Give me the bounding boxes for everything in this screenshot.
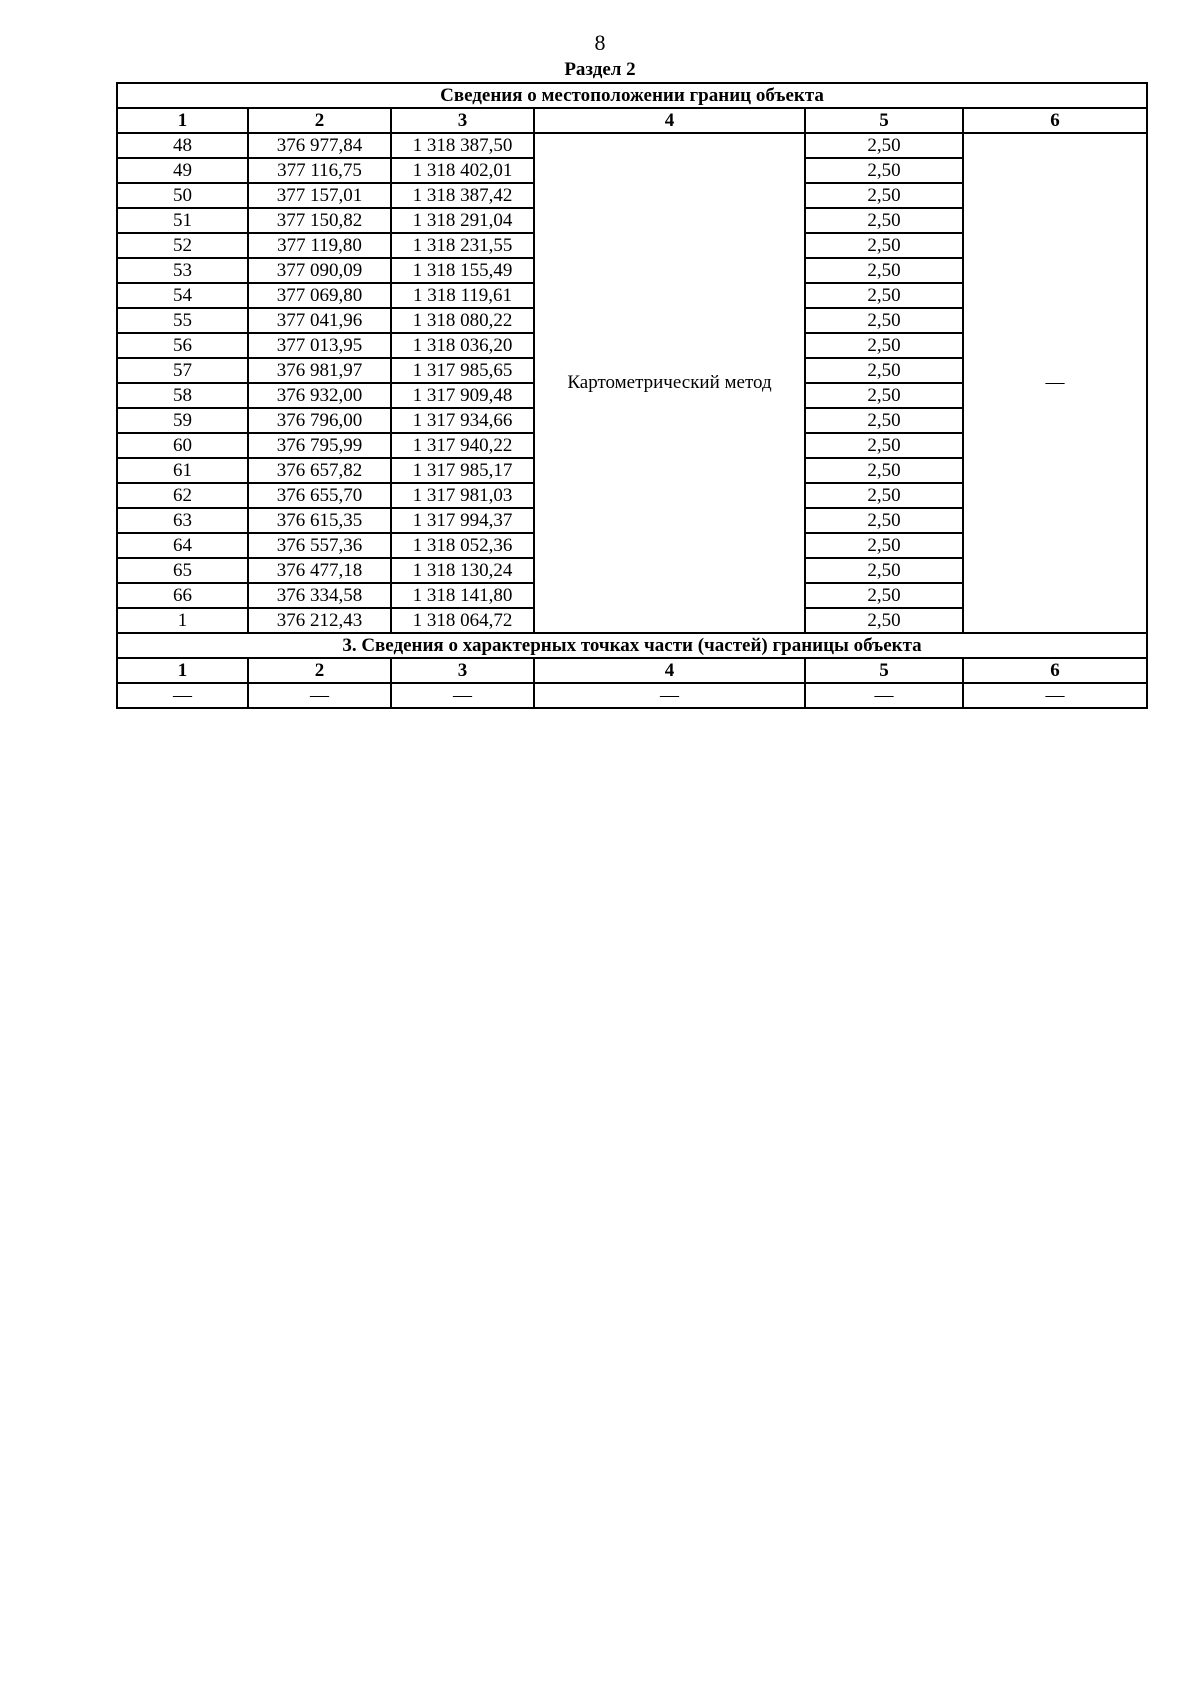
x-coordinate-cell: 377 090,09	[248, 258, 391, 283]
accuracy-cell: 2,50	[805, 233, 963, 258]
table1-header-cell: 3	[391, 108, 534, 133]
point-number-cell: 49	[117, 158, 248, 183]
empty-value-cell: —	[117, 683, 248, 708]
y-coordinate-cell: 1 318 387,42	[391, 183, 534, 208]
y-coordinate-cell: 1 317 934,66	[391, 408, 534, 433]
table-row	[117, 683, 1147, 708]
accuracy-cell: 2,50	[805, 283, 963, 308]
x-coordinate-cell: 376 477,18	[248, 558, 391, 583]
accuracy-cell: 2,50	[805, 308, 963, 333]
x-coordinate-cell: 376 655,70	[248, 483, 391, 508]
x-coordinate-cell: 376 981,97	[248, 358, 391, 383]
y-coordinate-cell: 1 318 402,01	[391, 158, 534, 183]
x-coordinate-cell: 377 119,80	[248, 233, 391, 258]
table1-header-cell: 2	[248, 108, 391, 133]
point-number-cell: 61	[117, 458, 248, 483]
table2-header-cell: 4	[534, 658, 805, 683]
point-number-cell: 63	[117, 508, 248, 533]
table1-header-cell: 6	[963, 108, 1147, 133]
y-coordinate-cell: 1 317 909,48	[391, 383, 534, 408]
x-coordinate-cell: 377 013,95	[248, 333, 391, 358]
point-number-cell: 50	[117, 183, 248, 208]
y-coordinate-cell: 1 318 231,55	[391, 233, 534, 258]
point-number-cell: 60	[117, 433, 248, 458]
x-coordinate-cell: 377 150,82	[248, 208, 391, 233]
empty-value-cell: —	[534, 683, 805, 708]
y-coordinate-cell: 1 317 981,03	[391, 483, 534, 508]
accuracy-cell: 2,50	[805, 483, 963, 508]
column6-cell: —	[963, 133, 1147, 633]
x-coordinate-cell: 376 796,00	[248, 408, 391, 433]
y-coordinate-cell: 1 318 141,80	[391, 583, 534, 608]
table1-header-cell: 1	[117, 108, 248, 133]
point-number-cell: 54	[117, 283, 248, 308]
empty-value-cell: —	[248, 683, 391, 708]
point-number-cell: 66	[117, 583, 248, 608]
x-coordinate-cell: 376 615,35	[248, 508, 391, 533]
x-coordinate-cell: 377 041,96	[248, 308, 391, 333]
x-coordinate-cell: 377 069,80	[248, 283, 391, 308]
y-coordinate-cell: 1 317 940,22	[391, 433, 534, 458]
y-coordinate-cell: 1 318 291,04	[391, 208, 534, 233]
accuracy-cell: 2,50	[805, 558, 963, 583]
point-number-cell: 59	[117, 408, 248, 433]
point-number-cell: 64	[117, 533, 248, 558]
point-number-cell: 48	[117, 133, 248, 158]
accuracy-cell: 2,50	[805, 358, 963, 383]
y-coordinate-cell: 1 318 036,20	[391, 333, 534, 358]
point-number-cell: 52	[117, 233, 248, 258]
y-coordinate-cell: 1 318 080,22	[391, 308, 534, 333]
y-coordinate-cell: 1 318 387,50	[391, 133, 534, 158]
accuracy-cell: 2,50	[805, 183, 963, 208]
empty-value-cell: —	[391, 683, 534, 708]
table2-header-cell: 6	[963, 658, 1147, 683]
section-title: Раздел 2	[564, 59, 636, 80]
point-number-cell: 57	[117, 358, 248, 383]
x-coordinate-cell: 376 657,82	[248, 458, 391, 483]
accuracy-cell: 2,50	[805, 458, 963, 483]
accuracy-cell: 2,50	[805, 133, 963, 158]
y-coordinate-cell: 1 318 119,61	[391, 283, 534, 308]
table-row	[117, 133, 1147, 158]
y-coordinate-cell: 1 317 985,17	[391, 458, 534, 483]
table2-header-cell: 5	[805, 658, 963, 683]
accuracy-cell: 2,50	[805, 408, 963, 433]
point-number-cell: 65	[117, 558, 248, 583]
table2-header-cell: 3	[391, 658, 534, 683]
accuracy-cell: 2,50	[805, 333, 963, 358]
accuracy-cell: 2,50	[805, 208, 963, 233]
x-coordinate-cell: 376 977,84	[248, 133, 391, 158]
point-number-cell: 53	[117, 258, 248, 283]
table2-caption: 3. Сведения о характерных точках части (частей) границы объекта	[117, 633, 1147, 658]
accuracy-cell: 2,50	[805, 158, 963, 183]
table1-caption-row	[117, 83, 1147, 108]
point-number-cell: 62	[117, 483, 248, 508]
x-coordinate-cell: 377 116,75	[248, 158, 391, 183]
empty-value-cell: —	[963, 683, 1147, 708]
accuracy-cell: 2,50	[805, 383, 963, 408]
x-coordinate-cell: 376 334,58	[248, 583, 391, 608]
table1-header-row	[117, 108, 1147, 133]
point-number-cell: 1	[117, 608, 248, 633]
method-cell: Картометрический метод	[534, 133, 805, 633]
accuracy-cell: 2,50	[805, 508, 963, 533]
y-coordinate-cell: 1 318 155,49	[391, 258, 534, 283]
x-coordinate-cell: 376 557,36	[248, 533, 391, 558]
point-number-cell: 51	[117, 208, 248, 233]
boundary-table	[116, 82, 1148, 709]
point-number-cell: 56	[117, 333, 248, 358]
y-coordinate-cell: 1 317 994,37	[391, 508, 534, 533]
table1-header-cell: 4	[534, 108, 805, 133]
empty-value-cell: —	[805, 683, 963, 708]
accuracy-cell: 2,50	[805, 533, 963, 558]
table2-header-row	[117, 658, 1147, 683]
accuracy-cell: 2,50	[805, 433, 963, 458]
accuracy-cell: 2,50	[805, 583, 963, 608]
point-number-cell: 55	[117, 308, 248, 333]
y-coordinate-cell: 1 318 052,36	[391, 533, 534, 558]
table2-header-cell: 1	[117, 658, 248, 683]
page-number: 8	[594, 30, 606, 55]
x-coordinate-cell: 376 932,00	[248, 383, 391, 408]
x-coordinate-cell: 377 157,01	[248, 183, 391, 208]
y-coordinate-cell: 1 317 985,65	[391, 358, 534, 383]
point-number-cell: 58	[117, 383, 248, 408]
table2-caption-row	[117, 633, 1147, 658]
table1-header-cell: 5	[805, 108, 963, 133]
table2-header-cell: 2	[248, 658, 391, 683]
y-coordinate-cell: 1 318 130,24	[391, 558, 534, 583]
table1-caption: Сведения о местоположении границ объекта	[117, 83, 1147, 108]
y-coordinate-cell: 1 318 064,72	[391, 608, 534, 633]
accuracy-cell: 2,50	[805, 608, 963, 633]
x-coordinate-cell: 376 795,99	[248, 433, 391, 458]
accuracy-cell: 2,50	[805, 258, 963, 283]
x-coordinate-cell: 376 212,43	[248, 608, 391, 633]
